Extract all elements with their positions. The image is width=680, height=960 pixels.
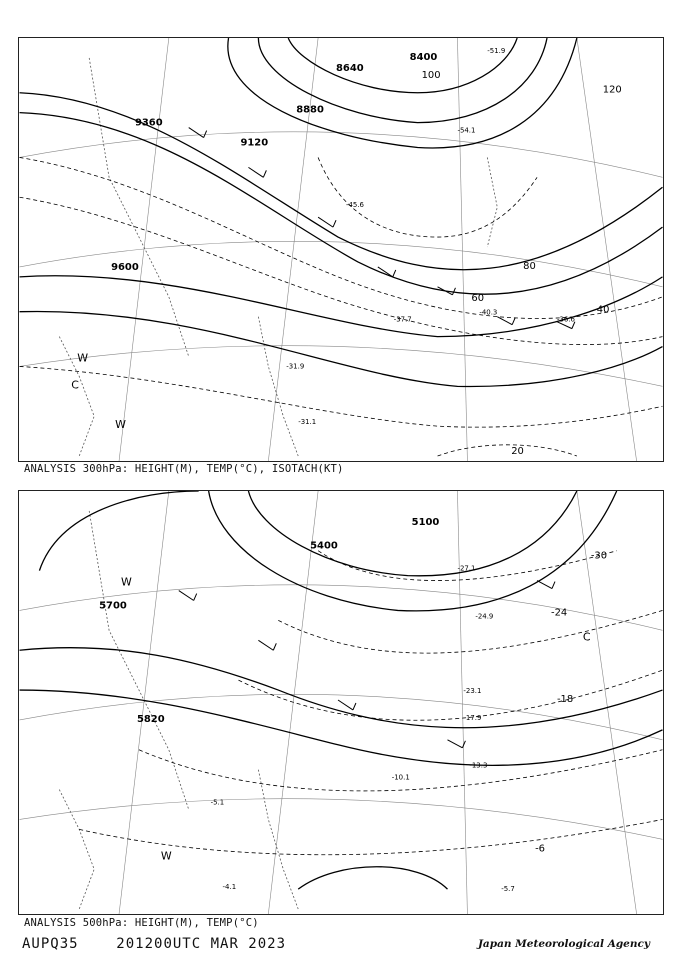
cold-marker: C (582, 630, 591, 644)
isotach-label: 120 (602, 84, 622, 96)
temp-label: -13.3 (469, 761, 488, 770)
warm-marker: W (121, 575, 132, 589)
isotherm-label: -18 (556, 694, 574, 706)
isotherm-label: -24 (551, 607, 568, 619)
height-label: 5820 (136, 713, 165, 725)
height-label: 5400 (310, 540, 338, 552)
warm-marker: W (115, 418, 126, 432)
isotach-label: 20 (511, 446, 524, 458)
height-label: 8880 (296, 104, 324, 116)
temp-label: -54.1 (457, 126, 476, 135)
cold-marker: C (71, 378, 79, 392)
wind-barbs (189, 128, 575, 329)
chart-identifier (22, 936, 286, 952)
temp-label: -31.1 (298, 418, 317, 427)
warm-marker: W (77, 351, 89, 365)
height-label: 9360 (134, 117, 163, 129)
height-label: 8400 (409, 51, 438, 63)
isotach-label: 80 (523, 260, 536, 272)
temp-label: -27.1 (457, 564, 476, 573)
isotach-label: 40 (596, 304, 610, 316)
temp-label: -5.1 (210, 798, 225, 807)
agency-name: Japan Meteorological Agency (477, 938, 650, 950)
caption-300hpa: ANALYSIS 300hPa: HEIGHT(M), TEMP(°C), ISOTACH(KT) (24, 463, 344, 475)
bulletin-code: AUPQ35 (22, 936, 79, 952)
isotherm-label: -6 (535, 843, 546, 855)
coastlines (59, 58, 497, 456)
chart-500hpa (18, 490, 664, 915)
isotherms (79, 551, 662, 855)
isotach-label: 100 (421, 69, 441, 81)
isotherm-label: -30 (590, 550, 608, 562)
height-label: 5100 (411, 516, 440, 528)
map-300hpa (19, 38, 663, 461)
temp-label: -40.3 (479, 308, 498, 317)
temp-label: -4.1 (222, 883, 237, 892)
height-label: 9600 (111, 261, 139, 273)
temp-label: -36.6 (556, 315, 575, 324)
temp-label: -37.7 (393, 315, 412, 324)
temp-label: -10.1 (391, 773, 410, 782)
temp-label: -24.9 (475, 612, 494, 621)
graticule (20, 38, 663, 461)
temp-label: -17.9 (463, 713, 482, 722)
chart-300hpa (18, 37, 664, 462)
map-500hpa (19, 491, 663, 914)
temp-label: -5.7 (501, 885, 515, 894)
caption-500hpa: ANALYSIS 500hPa: HEIGHT(M), TEMP(°C) (24, 917, 259, 929)
temp-label: -23.1 (463, 687, 482, 696)
temp-label: -45.6 (345, 201, 364, 210)
isotach-label: 60 (471, 292, 485, 304)
temp-label: -51.9 (487, 46, 506, 55)
coastlines (59, 511, 298, 909)
height-label: 5700 (99, 600, 127, 612)
height-label: 9120 (240, 137, 269, 149)
height-contours (20, 38, 663, 386)
temp-label: -31.9 (286, 362, 305, 371)
height-label: 8640 (336, 62, 364, 74)
valid-datetime: 201200UTC MAR 2023 (116, 936, 287, 952)
isotherms (20, 157, 663, 456)
warm-marker: W (160, 849, 172, 863)
